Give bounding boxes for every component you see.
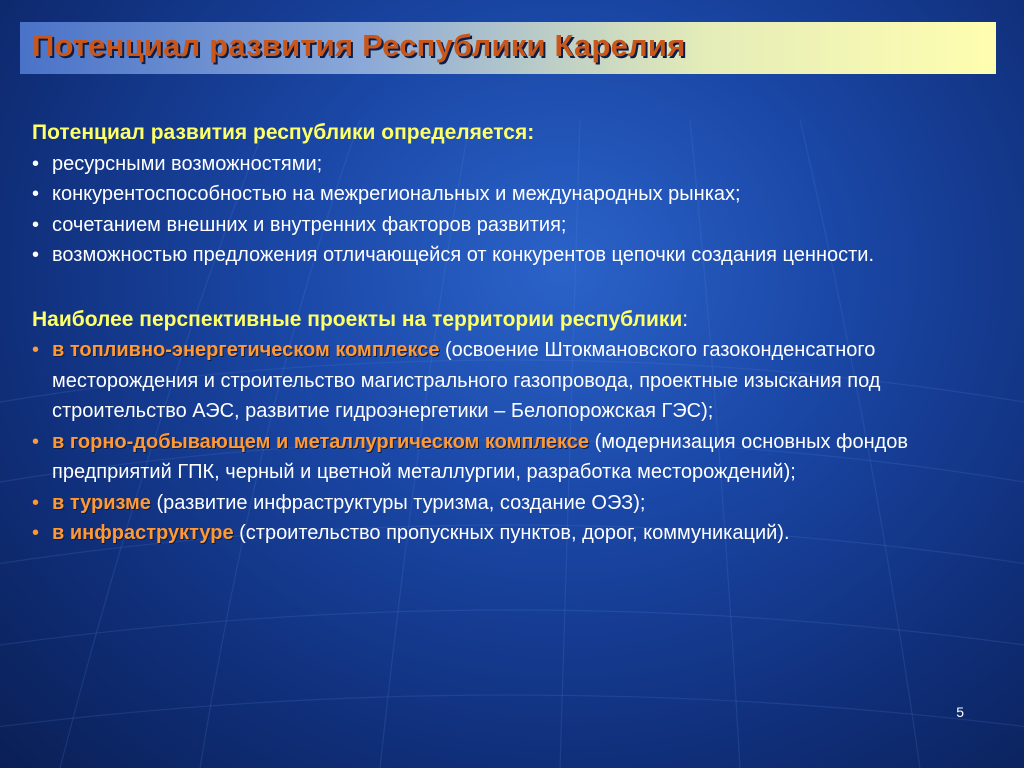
list-item: [32, 335, 992, 427]
bullet-icon: •: [32, 244, 40, 266]
section2-heading-text: Наиболее перспективные проекты на территории республики: [32, 307, 683, 331]
title-bar: [20, 22, 996, 74]
section1-heading: Потенциал развития республики определяется:: [32, 121, 535, 144]
list-item-text: сочетанием внешних и внутренних факторов развития;: [52, 213, 567, 236]
bullet-icon: •: [32, 339, 40, 361]
page-number: 5: [956, 704, 964, 720]
project-sector: в топливно-энергетическом комплексе: [52, 339, 440, 361]
list-item-text: ресурсными возможностями;: [52, 152, 323, 175]
section2-list: [32, 335, 992, 549]
slide-content: [32, 118, 992, 549]
project-description: (развитие инфраструктуры туризма, создание ОЭЗ);: [150, 491, 646, 514]
project-sector: в инфраструктуре: [52, 522, 234, 544]
bullet-icon: •: [32, 183, 40, 205]
project-description: (освоение Штокмановского газоконденсатного месторождения и строительство магистрального газопровода, проектные изыскания под строительство АЭС, развитие гидроэнергетики – Белопорожская ГЭС);: [52, 339, 881, 422]
list-item: [32, 488, 992, 519]
project-sector: в горно-добывающем и металлургическом комплексе: [52, 430, 590, 453]
list-item: [32, 518, 992, 549]
list-item: [32, 240, 992, 271]
project-description: (модернизация основных фондов предприятий ГПК, черный и цветной металлургии, разработка месторождений);: [52, 430, 909, 483]
section2-heading-colon: :: [682, 307, 689, 331]
list-item: [32, 179, 992, 210]
bullet-icon: •: [32, 491, 40, 514]
list-item: [32, 427, 992, 488]
list-item: [32, 210, 992, 241]
list-item-text: возможностью предложения отличающейся от конкурентов цепочки создания ценности.: [52, 244, 875, 266]
section1-list: [32, 149, 992, 271]
project-sector: в туризме: [52, 491, 151, 514]
section2-heading: [32, 305, 992, 336]
bullet-icon: •: [32, 213, 40, 236]
slide-title: Потенциал развития Республики Карелия: [32, 28, 686, 63]
bullet-icon: •: [32, 152, 40, 175]
bullet-icon: •: [32, 430, 40, 453]
list-item: [32, 149, 992, 180]
list-item-text: конкурентоспособностью на межрегиональных и международных рынках;: [52, 183, 741, 205]
project-description: (строительство пропускных пунктов, дорог, коммуникаций).: [233, 522, 790, 544]
bullet-icon: •: [32, 522, 40, 544]
